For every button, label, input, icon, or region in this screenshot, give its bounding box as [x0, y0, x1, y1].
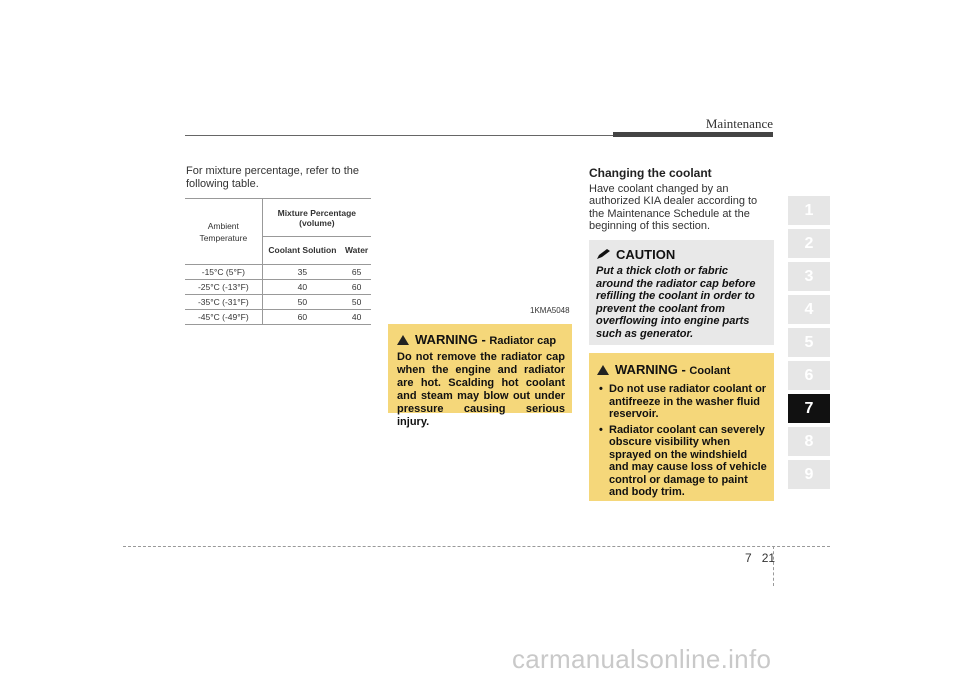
chapter-tab-6[interactable]: 6	[788, 361, 830, 390]
footer-rule	[123, 546, 830, 547]
chapter-tabs	[788, 196, 830, 493]
temp-cell: -35°C (-31°F)	[185, 295, 262, 310]
header-title: Maintenance	[705, 116, 773, 131]
section-body: Have coolant changed by an authorized KIA dealer according to the Maintenance Schedule at the beginning of this section.	[589, 183, 758, 232]
header-rule-accent	[613, 132, 773, 137]
warning-icon	[397, 335, 409, 345]
water-cell: 50	[342, 295, 371, 310]
warning-coolant-box	[589, 353, 774, 501]
page-number: 7 21	[745, 551, 776, 565]
warning-coolant-list	[597, 383, 768, 499]
warning-radiator-title: WARNING - Radiator cap	[397, 332, 565, 347]
warning-icon	[597, 365, 609, 375]
warning-radiator-text: Do not remove the radiator cap when the engine and radiator are hot. Scalding hot coolant and steam may blow out under pressure causing serious injury.	[397, 351, 565, 428]
caution-title: CAUTION	[596, 247, 767, 262]
mix-header: Mixture Percentage (volume)	[262, 199, 371, 237]
caution-text: Put a thick cloth or fabric around the radiator cap before refilling the coolant in order to prevent the coolant from overflowing into engine parts such as generator.	[596, 265, 756, 340]
table-row	[185, 295, 371, 310]
watermark: carmanualsonline.info	[512, 644, 772, 674]
list-item: • Radiator coolant can severely obscure visibility when sprayed on the windshield and may cause loss of vehicle control or damage to paint and body trim.	[597, 424, 768, 499]
chapter-tab-5[interactable]: 5	[788, 328, 830, 357]
water-header: Water	[342, 237, 371, 265]
mixture-table	[185, 198, 371, 325]
temp-cell: -45°C (-49°F)	[185, 310, 262, 325]
caution-box	[589, 240, 774, 345]
chapter-tab-2[interactable]: 2	[788, 229, 830, 258]
coolant-cell: 35	[262, 265, 342, 280]
coolant-cell: 50	[262, 295, 342, 310]
chapter-tab-8[interactable]: 8	[788, 427, 830, 456]
ambient-header: Ambient Temperature	[185, 199, 262, 265]
water-cell: 65	[342, 265, 371, 280]
coolant-cell: 40	[262, 280, 342, 295]
image-code: 1KMA5048	[530, 306, 570, 315]
table-row	[185, 265, 371, 280]
pencil-icon	[596, 248, 612, 260]
water-cell: 60	[342, 280, 371, 295]
temp-cell: -25°C (-13°F)	[185, 280, 262, 295]
chapter-tab-4[interactable]: 4	[788, 295, 830, 324]
water-cell: 40	[342, 310, 371, 325]
warning-coolant-title: WARNING - Coolant	[597, 362, 768, 377]
list-item: • Do not use radiator coolant or antifreeze in the washer fluid reservoir.	[597, 383, 768, 421]
table-row	[185, 310, 371, 325]
coolant-header: Coolant Solution	[262, 237, 342, 265]
temp-cell: -15°C (5°F)	[185, 265, 262, 280]
intro-text: For mixture percentage, refer to the following table.	[186, 165, 360, 190]
warning-radiator-box	[388, 324, 572, 428]
chapter-tab-3[interactable]: 3	[788, 262, 830, 291]
section-title: Changing the coolant	[589, 166, 712, 180]
chapter-tab-7[interactable]: 7	[788, 394, 830, 423]
header-rule	[185, 135, 613, 136]
chapter-tab-9[interactable]: 9	[788, 460, 830, 489]
coolant-cell: 60	[262, 310, 342, 325]
table-row	[185, 280, 371, 295]
chapter-tab-1[interactable]: 1	[788, 196, 830, 225]
